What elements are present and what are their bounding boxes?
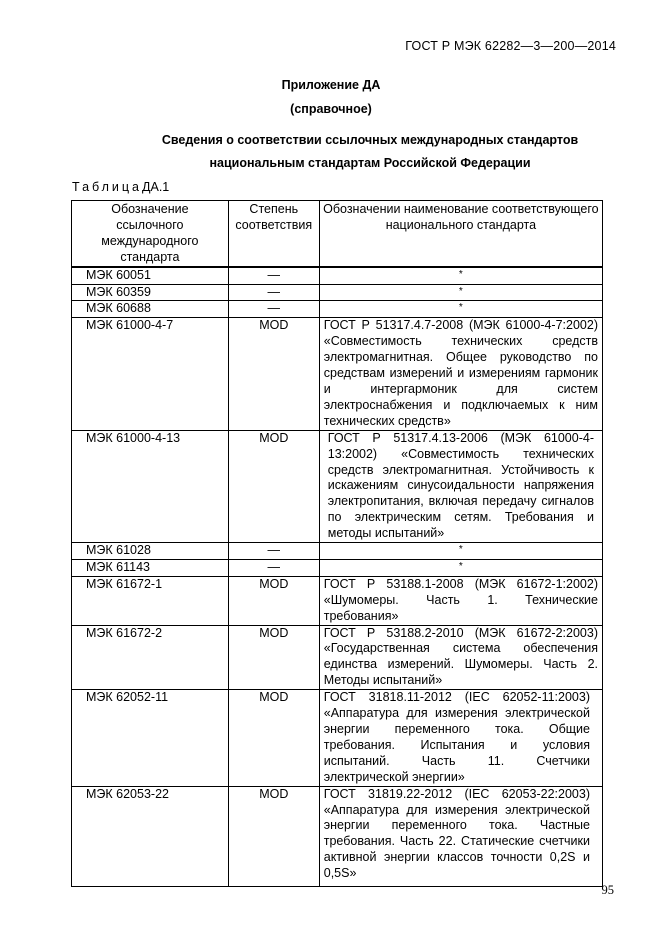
row-degree: MOD (228, 318, 319, 430)
row-degree: MOD (228, 786, 319, 886)
header-label-code: Обозначение ссылочного международного стандарта (101, 202, 199, 264)
row-national: * (319, 559, 602, 576)
table-caption-label: Таблица (72, 180, 143, 194)
table-row (72, 318, 603, 430)
row-code: МЭК 61000-4-13 (72, 430, 229, 542)
row-code: МЭК 61028 (72, 543, 229, 560)
table-row (72, 559, 603, 576)
header-cell-national (319, 201, 602, 267)
appendix-heading-line-2: национальным стандартам Российской Федерации (209, 156, 531, 170)
row-code: МЭК 62053-22 (72, 786, 229, 886)
table-row (72, 543, 603, 560)
table-row (72, 576, 603, 625)
row-code: МЭК 61143 (72, 559, 229, 576)
row-degree: — (228, 284, 319, 301)
page-number: 95 (601, 883, 614, 897)
header-cell-degree (228, 201, 319, 267)
row-code: МЭК 61000-4-7 (72, 318, 229, 430)
header-cell-code (72, 201, 229, 267)
table-header-row (72, 201, 603, 267)
table-row (72, 690, 603, 786)
table-row (72, 786, 603, 886)
appendix-subtitle: (справочное) (290, 102, 372, 116)
row-national: * (319, 267, 602, 284)
row-national: * (319, 301, 602, 318)
row-degree: MOD (228, 690, 319, 786)
table-row (72, 267, 603, 284)
appendix-title: Приложение ДА (281, 78, 381, 92)
header-label-national: Обозначении наименование соответствующего национального стандарта (323, 202, 599, 232)
table-row (72, 284, 603, 301)
header-label-degree: Степень соответствия (235, 202, 313, 232)
row-degree: — (228, 543, 319, 560)
row-national: * (319, 284, 602, 301)
row-degree: MOD (228, 576, 319, 625)
row-degree: — (228, 301, 319, 318)
row-national: ГОСТ Р 53188.2-2010 (МЭК 61672-2:2003) «Государственная система обеспечения единства измерений. Шумомеры. Часть 2. Методы испытаний» (319, 625, 602, 690)
row-code: МЭК 61672-1 (72, 576, 229, 625)
document-code-header: ГОСТ Р МЭК 62282—3—200—2014 (405, 39, 616, 53)
row-national: ГОСТ 31819.22-2012 (IEC 62053-22:2003) «Аппаратура для измерения электрической энергии переменного тока. Частные требования. Часть 22. Статические счетчики активной энергии классов точности 0,2S и 0,5S» (319, 786, 602, 886)
table-row (72, 625, 603, 690)
row-code: МЭК 60051 (72, 267, 229, 284)
correspondence-table (71, 200, 603, 887)
appendix-heading-line-1: Сведения о соответствии ссылочных международных стандартов (161, 133, 579, 147)
row-code: МЭК 62052-11 (72, 690, 229, 786)
table-caption (72, 180, 169, 194)
row-national: ГОСТ 31818.11-2012 (IEC 62052-11:2003) «Аппаратура для измерения электрической энергии переменного тока. Общие требования. Испытания и условия испытаний. Часть 11. Счетчики электрической энергии» (319, 690, 602, 786)
table-caption-number: ДА.1 (142, 180, 170, 194)
row-degree: MOD (228, 625, 319, 690)
row-national: * (319, 543, 602, 560)
row-code: МЭК 61672-2 (72, 625, 229, 690)
row-national: ГОСТ Р 53188.1-2008 (МЭК 61672-1:2002) «Шумомеры. Часть 1. Технические требования» (319, 576, 602, 625)
row-national: ГОСТ Р 51317.4.13-2006 (МЭК 61000-4-13:2002) «Совместимость технических средств электромагнитная. Устойчивость к искажениям синусоидальности напряжения электропитания, включая передачу сигналов по электрическим сетям. Требования и методы испытаний» (319, 430, 602, 542)
row-code: МЭК 60688 (72, 301, 229, 318)
table-row (72, 430, 603, 542)
row-code: МЭК 60359 (72, 284, 229, 301)
row-degree: — (228, 267, 319, 284)
table-row (72, 301, 603, 318)
row-national: ГОСТ Р 51317.4.7-2008 (МЭК 61000-4-7:2002) «Совместимость технических средств электромагнитная. Общее руководство по средствам измерений и измерениям гармоник и интергармоник для систем электроснабжения и подключаемых к ним технических средств» (319, 318, 602, 430)
row-degree: — (228, 559, 319, 576)
row-degree: MOD (228, 430, 319, 542)
